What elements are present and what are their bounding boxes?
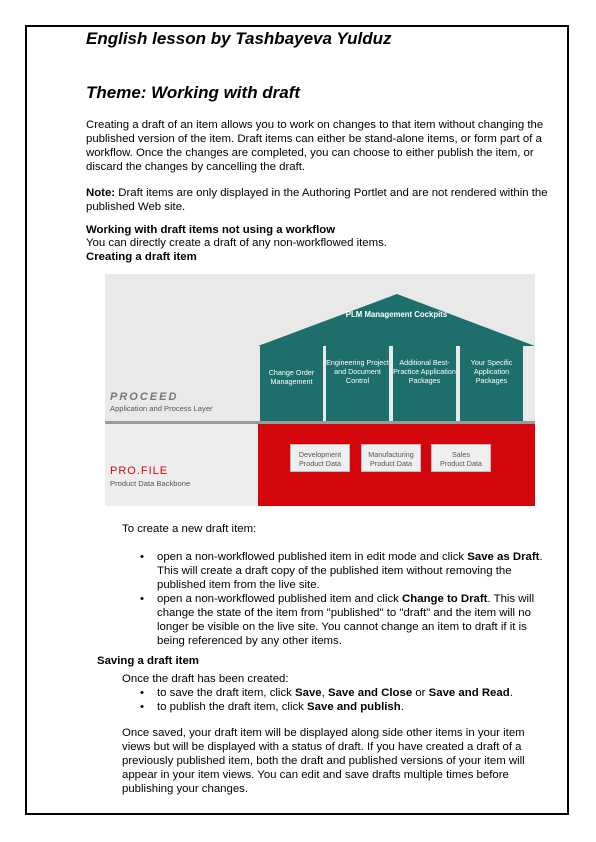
theme-heading: Theme: Working with draft [86,83,301,102]
pillar-3-line-1: Additional [399,358,431,367]
box-3-line-2: Product Data [440,459,482,468]
box-3-line-1: Sales [452,450,470,459]
create-intro: To create a new draft item: [122,523,257,535]
box-2-line-2: Product Data [370,459,412,468]
pillar-text-3 [393,358,456,385]
pillar-2-line-4: Control [345,376,370,385]
document-title: English lesson by Tashbayeva Yulduz [86,29,392,48]
save-label: Save [295,687,322,699]
subheading-creating-draft: Creating a draft item [86,251,197,263]
create-bullet-2 [140,592,547,648]
create-bullet-1-tail: . This will create a draft copy of the published item without removing the published item from the live site. [157,551,543,591]
profile-subtitle: Product Data Backbone [110,479,191,488]
pillar-3-line-4: Packages [408,376,441,385]
pillar-2-line-2: Project and [334,358,389,376]
pillar-2-line-3: Document [348,367,381,376]
box-1-line-1: Development [298,450,342,459]
plm-diagram [105,274,535,506]
roof-line-2: Management Cockpits [364,310,448,319]
pillar-4-line-2: Application [473,367,510,376]
saving-bullet-2-text: to publish the draft item, click [157,701,308,713]
box-development [290,444,350,472]
proceed-subtitle: Application and Process Layer [110,404,213,413]
pillar-3-line-3: Application [420,367,456,376]
note-text: Draft items are only displayed in the Authoring Portlet and are not rendered within the published Web site. [86,187,548,213]
pillar-1-line-2: Management [270,377,313,386]
bullet-glyph: • [140,701,144,713]
create-bullet-1-text: open a non-workflowed published item in edit mode and click [157,551,468,563]
bullet-glyph: • [140,687,144,699]
pillar-text-2 [326,358,389,385]
box-sales [431,444,491,472]
pillar-text-4 [460,358,523,385]
box-manufacturing [361,444,421,472]
separator-comma: , [321,687,328,699]
proceed-logo: PROCEED [110,391,179,403]
note-label: Note: [86,187,116,199]
saving-bullet-1 [140,686,547,700]
pillar-text-1 [260,368,323,386]
create-bullet-2-tail: . This will change the state of the item from "published" to "draft" and the item will no longer be visible on the live site. You cannot change an item to draft if it is being referenced by any other items. [157,593,535,647]
saving-closing-paragraph: Once saved, your draft item will be displayed along side other items in your item views but will be displayed with a status of draft. If you have created a draft of a previously published item, both the draft and published versions of your item will appear in your item views. You can edit and save drafts multiple times before publishing your changes. [122,727,525,795]
bullet-glyph: • [140,593,144,605]
pillar-4-line-3: Packages [475,376,508,385]
pillar-3-line-2: Best- Practice [393,358,450,376]
saving-bullet-2 [140,700,547,714]
saving-bullet-list [140,686,547,714]
pillar-1-line-1: Change Order [268,368,315,377]
box-1-line-2: Product Data [299,459,341,468]
note-paragraph [86,186,558,214]
box-2-line-1: Manufacturing [368,450,414,459]
section-text-workflow: You can directly create a draft of any non-workflowed items. [86,237,387,249]
change-to-draft-label: Change to Draft [402,593,488,605]
pillar-2-line-1: Engineering [326,358,365,367]
create-bullet-1 [140,550,547,592]
bullet-glyph: • [140,551,144,563]
profile-logo: PRO.FILE [110,465,169,477]
saving-bullet-1-text: to save the draft item, click [157,687,296,699]
pillar-4-line-1: Your Specific [470,358,513,367]
saving-bullet-1-tail: . [509,687,513,699]
intro-paragraph: Creating a draft of an item allows you to work on changes to that item without changing the published version of the item. Draft items can either be stand-alone items, or form part of a workflow. Once the changes are completed, you can choose to either publish the item, or discard the changes by cancelling the draft. [86,119,544,173]
separator-or: or [412,687,429,699]
create-bullet-list [140,550,547,648]
saving-bullet-2-tail: . [400,701,404,713]
save-and-close-label: Save and Close [327,687,413,699]
saving-intro: Once the draft has been created: [122,673,289,685]
roof-label [258,310,535,319]
section-heading-workflow: Working with draft items not using a workflow [86,224,336,236]
subheading-saving-draft: Saving a draft item [97,655,199,667]
roof-triangle [258,294,535,346]
save-and-publish-label: Save and publish [307,701,401,713]
roof-line-1: PLM [345,310,363,319]
save-and-read-label: Save and Read [428,687,510,699]
save-as-draft-label: Save as Draft [467,551,540,563]
create-bullet-2-text: open a non-workflowed published item and click [157,593,403,605]
